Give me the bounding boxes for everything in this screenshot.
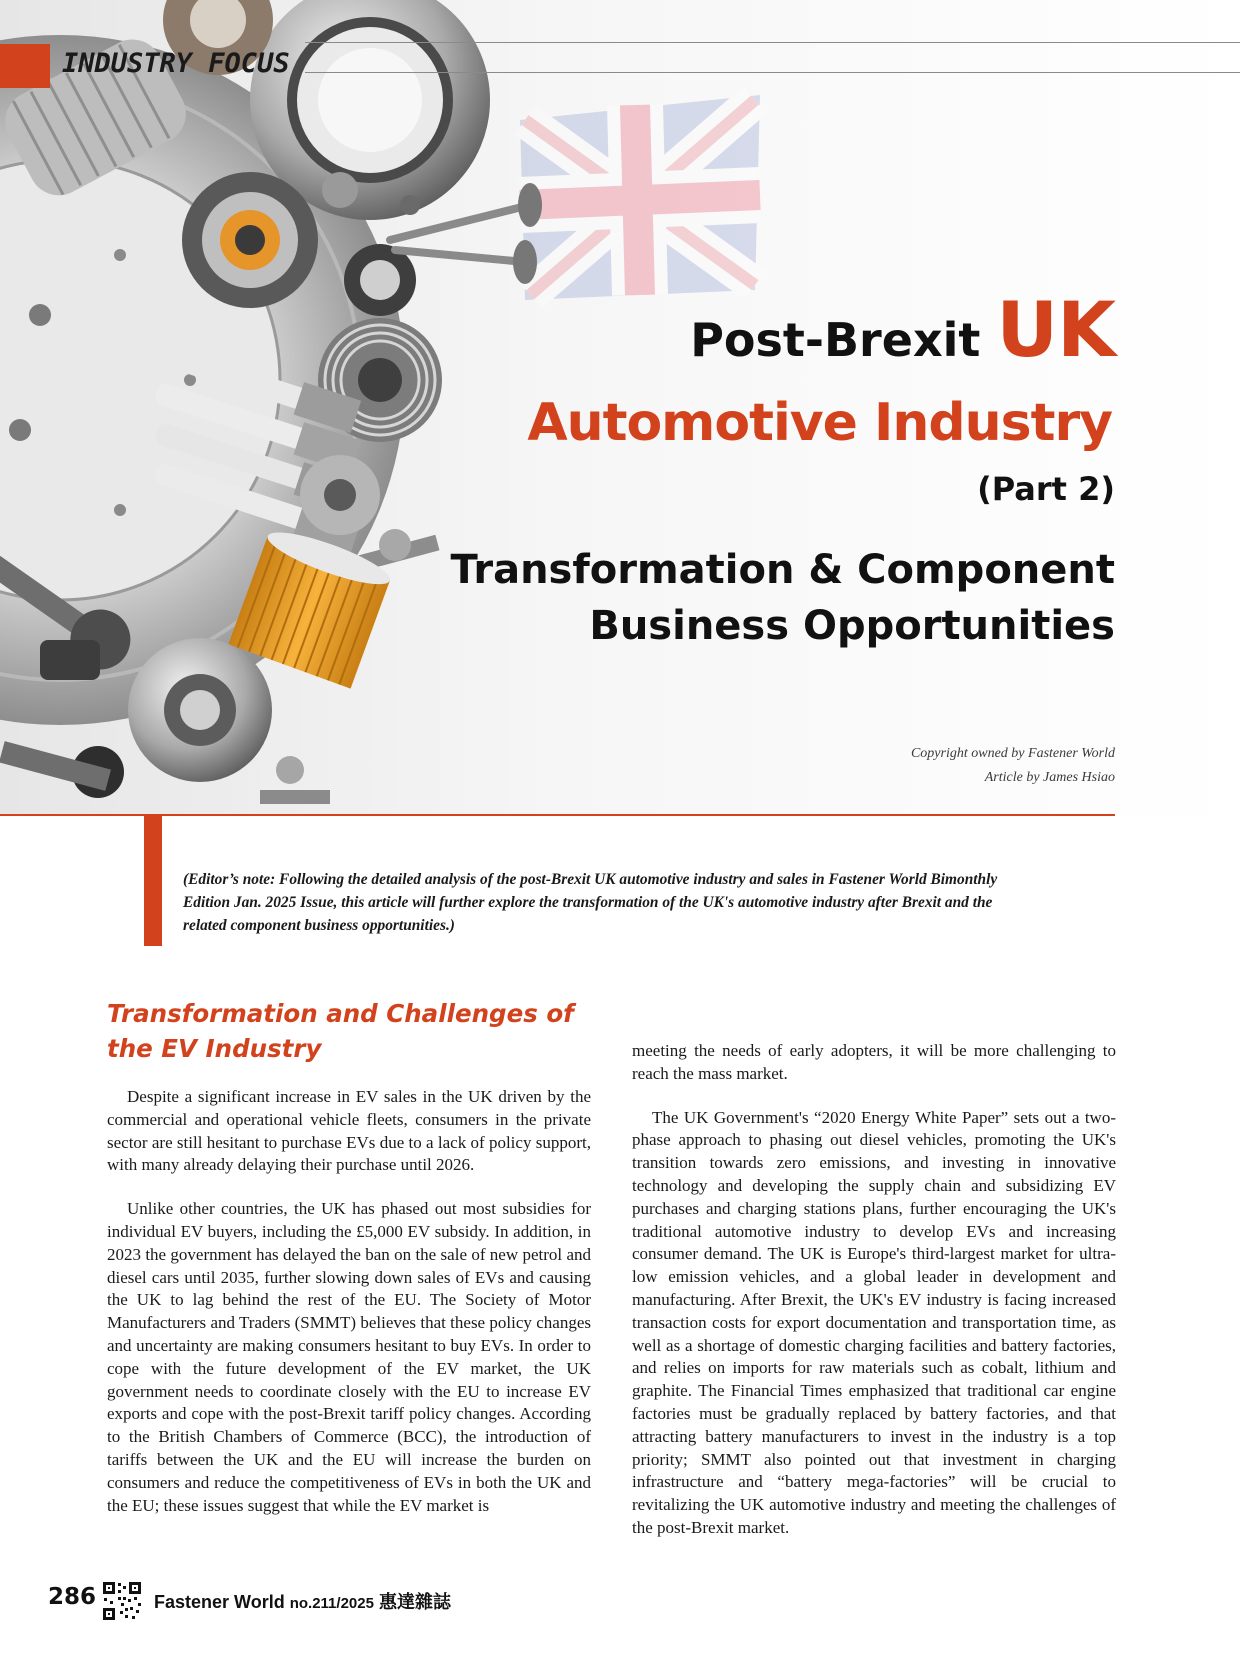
editor-note-accent-bar — [144, 814, 162, 946]
editor-note: (Editor’s note: Following the detailed analysis of the post-Brexit UK automotive industry and sales in Fastener World Bimonthly Edition Jan. 2025 Issue, this article will further explore the transformation of the UK's automotive industry after Brexit and the related component business opportunities.) — [183, 871, 998, 934]
header-rule — [305, 42, 1240, 43]
qr-code-icon — [101, 1580, 143, 1622]
header-rule-lower — [305, 72, 1240, 73]
hero-divider — [0, 814, 1115, 816]
subtitle-line-1: Transformation & Component — [450, 547, 1115, 593]
author-credit: Article by James Hsiao — [984, 770, 1115, 785]
title-highlight: UK — [996, 285, 1115, 374]
uk-flag-graphic — [520, 95, 760, 300]
title-part: (Part 2) — [977, 470, 1115, 508]
subtitle-line-2: Business Opportunities — [589, 603, 1115, 649]
publication-chinese-name: 惠達雜誌 — [373, 1592, 451, 1612]
paragraph: Unlike other countries, the UK has phased out most subsidies for individual EV buyers, including the £5,000 EV subsidy. In addition, in 2023 the government has delayed the ban on the sale of new petrol and diesel cars until 2035, further slowing down sales of EVs and causing the UK to lag behind the rest of the EU. The Society of Motor Manufacturers and Traders (SMMT) believes that these policy changes and uncertainty are making consumers hesitant to buy EVs. In order to cope with the future development of the EV market, the UK government needs to coordinate closely with the EU to increase EV exports and cope with the post-Brexit tariff policy changes. According to the British Chambers of Commerce (BCC), the introduction of tariffs between the UK and the EU will increase the burden on consumers and reduce the competitiveness of EVs in both the UK and the EU; these issues suggest that while the EV market is — [107, 1199, 591, 1515]
paragraph: The UK Government's “2020 Energy White Paper” sets out a two-phase approach to phasing out diesel vehicles, promoting the UK's transition towards zero emissions, and investing in innovative technology and developing the supply chain and subsidizing EV purchases and charging stations plans, further encouraging the UK's traditional automotive industry to develop EVs and increasing consumer demand. The UK is Europe's third-largest market for ultra-low emission vehicles, and a global leader in development and manufacturing. After Brexit, the UK's EV industry is facing increased transaction costs for export documentation and transportation time, as well as a shortage of domestic charging facilities and battery factories, and relies on imports for raw materials such as cobalt, lithium and graphite. The Financial Times emphasized that traditional car engine factories must be gradually replaced by battery factories, and that attracting battery manufacturers to invest in the industry is a top priority; SMMT also pointed out that investment in charging infrastructure and “battery mega-factories” will be crucial to revitalizing the UK automotive industry and meeting the challenges of the post-Brexit market. — [632, 1107, 1116, 1537]
publication-footer — [154, 1588, 451, 1614]
title-line-1 — [690, 285, 1115, 374]
title-prefix: Post-Brexit — [690, 313, 997, 367]
section-label: INDUSTRY FOCUS — [62, 48, 290, 79]
title-line-2: Automotive Industry — [527, 393, 1112, 453]
article-column-right — [632, 1040, 1116, 1561]
copyright-credit: Copyright owned by Fastener World — [910, 746, 1115, 761]
paragraph-continuation: meeting the needs of early adopters, it will be more challenging to reach the mass market. — [632, 1041, 1116, 1083]
section-heading: Transformation and Challenges of the EV Industry — [107, 999, 574, 1063]
section-color-block — [0, 44, 50, 88]
page-number: 286 — [48, 1584, 97, 1610]
article-column-left — [107, 1086, 591, 1538]
issue-number: no.211/2025 — [289, 1595, 374, 1612]
publication-name: Fastener World — [154, 1592, 290, 1612]
paragraph: Despite a significant increase in EV sales in the UK driven by the commercial and operational vehicle fleets, consumers in the private sector are still hesitant to purchase EVs due to a lack of policy support, with many already delaying their purchase until 2026. — [107, 1087, 591, 1175]
